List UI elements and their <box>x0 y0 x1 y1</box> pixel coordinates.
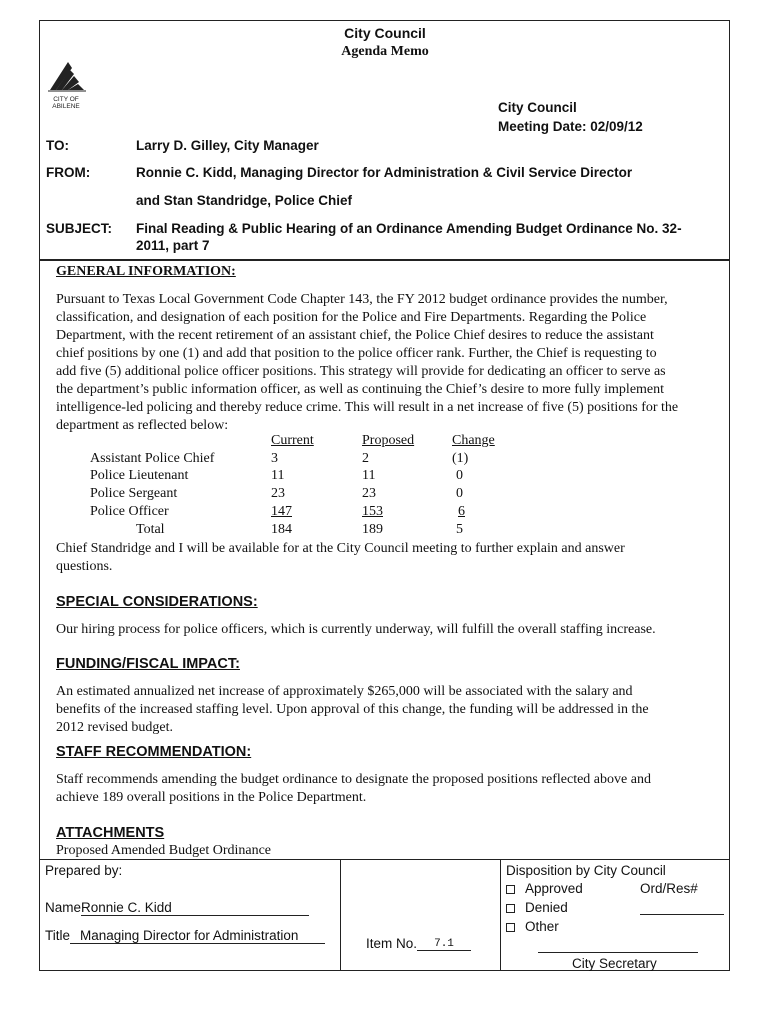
col-header-proposed: Proposed <box>362 433 415 448</box>
secretary-signature-line[interactable] <box>538 952 698 953</box>
row-proposed: 23 <box>362 486 376 501</box>
staff-line: Staff recommends amending the budget ordinance to designate the proposed positions reflected above and <box>56 772 651 787</box>
row-change: (1) <box>452 451 469 466</box>
option-label: Other <box>525 919 559 934</box>
row-change: 5 <box>456 522 463 537</box>
row-current: 3 <box>271 451 278 466</box>
name-label: Name <box>45 900 82 915</box>
funding-line: An estimated annualized net increase of approximately $265,000 will be associated with the salary and <box>56 684 633 699</box>
meeting-date: Meeting Date: 02/09/12 <box>498 119 643 134</box>
option-other[interactable] <box>506 919 559 934</box>
funding-paragraph <box>56 683 728 737</box>
row-current: 23 <box>271 486 285 501</box>
staff-heading: STAFF RECOMMENDATION: <box>56 744 252 760</box>
row-name: Total <box>136 522 165 537</box>
header-divider <box>39 259 730 261</box>
to-label: TO: <box>46 138 69 153</box>
row-name: Police Officer <box>90 504 169 519</box>
row-name: Police Lieutenant <box>90 468 189 483</box>
city-logo <box>46 60 90 112</box>
footer-col-divider-2 <box>500 859 501 971</box>
svg-text:ABILENE: ABILENE <box>52 103 80 110</box>
row-change: 0 <box>456 468 463 483</box>
special-heading: SPECIAL CONSIDERATIONS: <box>56 594 258 610</box>
row-current: 184 <box>271 522 292 537</box>
title-field[interactable] <box>70 928 325 944</box>
row-current: 11 <box>271 468 285 483</box>
row-proposed: 153 <box>362 504 383 519</box>
row-name: Assistant Police Chief <box>90 451 215 466</box>
general-line: Pursuant to Texas Local Government Code Chapter 143, the FY 2012 budget ordinance provides the number, <box>56 292 668 307</box>
disposition-title: Disposition by City Council <box>506 863 666 878</box>
general-line: department as reflected below: <box>56 418 229 433</box>
subject-line-1: Final Reading & Public Hearing of an Ordinance Amending Budget Ordinance No. 32- <box>136 221 682 236</box>
footer-divider <box>39 859 730 860</box>
row-proposed: 2 <box>362 451 369 466</box>
name-field[interactable] <box>81 900 309 916</box>
row-proposed: 189 <box>362 522 383 537</box>
name-row <box>45 900 309 916</box>
row-proposed: 11 <box>362 468 376 483</box>
city-logo-icon <box>46 60 90 112</box>
general-line: intelligence-led policing and thereby reduce crime. This will result in a net increase of five (5) positions for the <box>56 400 679 415</box>
ord-res-label: Ord/Res# <box>640 881 698 896</box>
general-line: add five (5) additional police officer positions. This strategy will provide for dedicating an officer to serve as <box>56 364 666 379</box>
row-name: Police Sergeant <box>90 486 178 501</box>
from-label: FROM: <box>46 165 91 180</box>
to-value: Larry D. Gilley, City Manager <box>136 138 319 153</box>
funding-line: benefits of the increased staffing level. Upon approval of this change, the funding will be addressed in the <box>56 702 649 717</box>
attachment-item: Proposed Amended Budget Ordinance <box>56 843 272 858</box>
option-label: Approved <box>525 881 583 896</box>
memo-subtitle: Agenda Memo <box>341 44 429 59</box>
prepared-by-label: Prepared by: <box>45 863 123 878</box>
item-label: Item No. <box>366 936 418 951</box>
closing-line: Chief Standridge and I will be available for at the City Council meeting to further explain and answer <box>56 541 625 556</box>
general-heading: GENERAL INFORMATION: <box>56 264 236 279</box>
closing-line: questions. <box>56 559 113 574</box>
from-line-2: and Stan Standridge, Police Chief <box>136 193 353 208</box>
row-current: 147 <box>271 504 292 519</box>
footer-col-divider-1 <box>340 859 341 971</box>
general-closing <box>56 540 728 576</box>
option-label: Denied <box>525 900 568 915</box>
checkbox-icon[interactable] <box>506 923 515 932</box>
general-line: Department, with the recent retirement of an assistant chief, the Police Chief desires to reduce the assistant <box>56 328 654 343</box>
checkbox-icon[interactable] <box>506 904 515 913</box>
title-label: Title <box>45 928 71 943</box>
item-field[interactable] <box>417 938 471 951</box>
general-line: the department’s public information officer, as well as continuing the Chief’s desire to more fully implement <box>56 382 665 397</box>
title-value: Managing Director for Administration <box>80 928 299 943</box>
funding-line: 2012 revised budget. <box>56 720 174 735</box>
city-secretary-label: City Secretary <box>572 956 657 971</box>
general-paragraph <box>56 291 728 435</box>
subject-line-2: 2011, part 7 <box>136 238 210 253</box>
staff-paragraph <box>56 771 728 807</box>
col-header-change: Change <box>452 433 495 448</box>
svg-text:CITY OF: CITY OF <box>53 96 79 103</box>
attachments-heading: ATTACHMENTS <box>56 825 165 841</box>
ord-res-field[interactable] <box>640 914 724 915</box>
item-number-row <box>366 936 471 951</box>
subject-label: SUBJECT: <box>46 221 113 236</box>
general-line: classification, and designation of each position for the Police and Fire Departments. Regarding the Police <box>56 310 647 325</box>
general-line: chief positions by one (1) and add that position to the police officer rank. Further, the Chief is requesting to <box>56 346 657 361</box>
from-line-1: Ronnie C. Kidd, Managing Director for Administration & Civil Service Director <box>136 165 633 180</box>
memo-title: City Council <box>344 25 426 41</box>
row-change: 0 <box>456 486 463 501</box>
funding-heading: FUNDING/FISCAL IMPACT: <box>56 656 240 672</box>
right-title: City Council <box>498 100 577 115</box>
name-value: Ronnie C. Kidd <box>81 900 172 915</box>
option-denied[interactable] <box>506 900 568 915</box>
option-approved[interactable] <box>506 881 583 896</box>
row-change: 6 <box>458 504 465 519</box>
col-header-current: Current <box>271 433 314 448</box>
staff-line: achieve 189 overall positions in the Police Department. <box>56 790 367 805</box>
title-row <box>45 928 325 944</box>
special-text: Our hiring process for police officers, which is currently underway, will fulfill the overall staffing increase. <box>56 622 656 637</box>
checkbox-icon[interactable] <box>506 885 515 894</box>
item-value: 7.1 <box>434 938 454 950</box>
